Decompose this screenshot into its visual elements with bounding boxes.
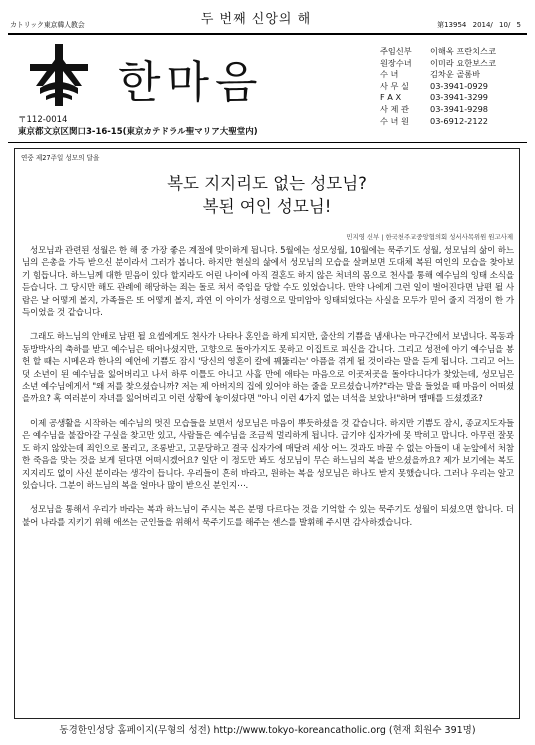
masthead [8, 42, 348, 114]
staff-role: 원장수녀 [380, 57, 412, 68]
staff-value: 03-3941-3299 [430, 92, 489, 103]
article-paragraph: 그래도 하느님의 안배로 남편 될 요셉에게도 천사가 나타나 혼인을 하게 되지만, 출산의 기쁨을 냄새나는 마구간에서 보냅니다. 목동과 동방박사의 축하를 받고 예수님은 태어나셨지만, 고향으로 돌아가지도 못하고 이집트로 피신을 갑니다. 그리고 성전에 아기 예수님을 봉헌 할 때는 시메온과 한나의 예언에 기쁨도 잠시 '당신의 영혼이 칼에 꿰뚫리는' 아픔을 겪게 될 것이라는 말을 듣게 됩니다. 그리고 어느덧 소년이 된 예수님을 잃어버리고 나서 하루 이틀도 아니고 사흘 만에 애타는 마음으로 이곳저곳을 돌아다니다가 찾았는데, 성모님은 소년 예수님에게서 "왜 저를 찾으셨습니까? 저는 제 아버지의 집에 있어야 하는 줄을 모르셨습니까?"라는 말을 들었을 때 마음이 어떠셨을까요? 혹 여러분이 자녀를 잃어버리고 이런 상황에 놓이셨다면 "아니 이런 4가지 없는 녀석을 보았나!"하며 맴매를 드셨겠죠? [22, 332, 514, 405]
article-byline: 민지영 신부 | 한국천주교중앙협의회 성서사목위원 원고사제 [346, 233, 513, 241]
header-rule [8, 33, 527, 35]
staff-role: 수 녀 원 [380, 115, 409, 126]
header-title: 두 번째 신앙의 해 [200, 12, 312, 27]
staff-value: 이해옥 프란치스코 [430, 46, 496, 56]
article [14, 148, 520, 719]
staff-role: 사 제 관 [380, 103, 409, 114]
paper-name: 한마음 [118, 57, 264, 108]
staff-row [380, 69, 530, 81]
staff-role: 주임신부 [380, 46, 412, 56]
article-paragraph: 성모님을 통해서 우리가 바라는 복과 하느님이 주시는 복은 분명 다르다는 것을 기억할 수 있는 묵주기도 성월이 되셨으면 합니다. 더불어 나라를 지키기 위해 애쓰는 군인들을 위해서 묵주기도를 해주는 센스를 발휘해 주시면 감사하겠습니다. [22, 505, 514, 528]
street-address: 東京都文京区関口3-16-15(東京カテドラル聖マリア大聖堂内) [18, 127, 258, 137]
staff-row [380, 81, 530, 93]
issue-date-month: 10/ [499, 21, 511, 29]
article-body [22, 245, 514, 541]
footer-homepage-line: 동경한인성당 홈페이지(무형의 성전) http://www.tokyo-koreancatholic.org (현재 회원수 391명) [59, 725, 476, 736]
article-paragraph: 성모님과 관련된 성월은 한 해 중 가장 좋은 계절에 맞이하게 됩니다. 5월에는 성모성월, 10월에는 묵주기도 성월, 성모님의 삶이 하느님의 은총을 가득 받으신 분이라서 그러가 봅니다. 하지만 현실의 삶에서 성모님의 모습을 살펴보면 도대체 복된 여인의 모습을 찾아보기 힘듭니다. 하느님께 대한 믿음이 있다 할지라도 어린 나이에 아직 결혼도 하지 않은 처녀의 몸으로 천사를 통해 예수님의 잉태 소식을 듣습니다. 그 당시만 해도 관례에 해당하는 죄는 돌로 쳐서 죽임을 당할 수도 있었습니다. 만약 나에게 그런 일이 벌어진다면 남편 될 사람은 날 어떻게 볼지, 가족들은 또 어떻게 볼지, 과연 이 아이가 성령으로 말미암아 잉태되었다는 사실을 모두가 믿어 줄지 걱정이 한 가득이었을 것 같습니다. [22, 246, 514, 319]
issue-line [433, 20, 521, 30]
staff-row [380, 104, 530, 116]
article-title-line2: 복된 여인 성모님! [202, 197, 332, 216]
staff-row [380, 116, 530, 128]
staff-row [380, 92, 530, 104]
address-block [18, 114, 258, 138]
staff-value: 김차운 골롬바 [430, 69, 481, 80]
staff-role: 수 녀 [380, 69, 399, 80]
staff-row [380, 46, 530, 58]
issue-date-day: 5 [516, 21, 521, 29]
organization-name: カトリック東京韓人教会 [10, 21, 85, 29]
top-bar [8, 8, 527, 34]
staff-value: 03-3941-0929 [430, 80, 489, 91]
staff-directory [380, 46, 530, 127]
issue-number: 第13954 [437, 21, 467, 29]
staff-role: 사 무 실 [380, 80, 409, 91]
staff-role: F A X [380, 92, 402, 103]
section-tag: 연중 제27주일 성모의 달을 [21, 154, 100, 162]
church-cross-emblem-icon [26, 42, 92, 108]
masthead-rule [8, 142, 527, 143]
zip-code: 〒112-0014 [18, 115, 68, 125]
staff-value: 03-3941-9298 [430, 103, 489, 114]
article-title-line1: 복도 지지리도 없는 성모님? [167, 174, 367, 193]
staff-value: 03-6912-2122 [430, 115, 489, 126]
staff-row [380, 58, 530, 70]
staff-value: 이미라 요한보스코 [430, 57, 496, 68]
issue-date-year: 2014/ [472, 21, 493, 29]
article-paragraph: 이제 공생활을 시작하는 예수님의 멋진 모습들을 보면서 성모님은 마음이 뿌듯하셨을 것 같습니다. 하지만 기쁨도 잠시, 종교지도자들은 예수님을 불잡아갈 구실을 찾고만 있고, 사람들은 예수님을 조금씩 멀리하게 됩니다. 급기야 십자가에 못 박히고 맙니다. 아무런 잘못도 하지 않았는데 죄인으로 몰리고, 조롱받고, 고문당하고 결국 십자가에 매달려 세상 어느 것과도 바꿀 수 없는 아들이 내 눈앞에서 처참한 죽음을 맞는 것을 보게 된다면 어떠시겠어요? 일단 이 정도만 봐도 성모님이 무슨 하느님의 복을 받으셨을까요? 제가 보기에는 복도 지지리도 없이 사신 분이라는 생각이 듭니다. 우리들이 흔히 바라고, 원하는 복을 성모님은 하나도 받지 못했습니다. 그러나 우리는 알고 있습니다. 그분이 하느님의 복을 얼마나 많이 받으신 분인지⋯. [22, 418, 514, 491]
